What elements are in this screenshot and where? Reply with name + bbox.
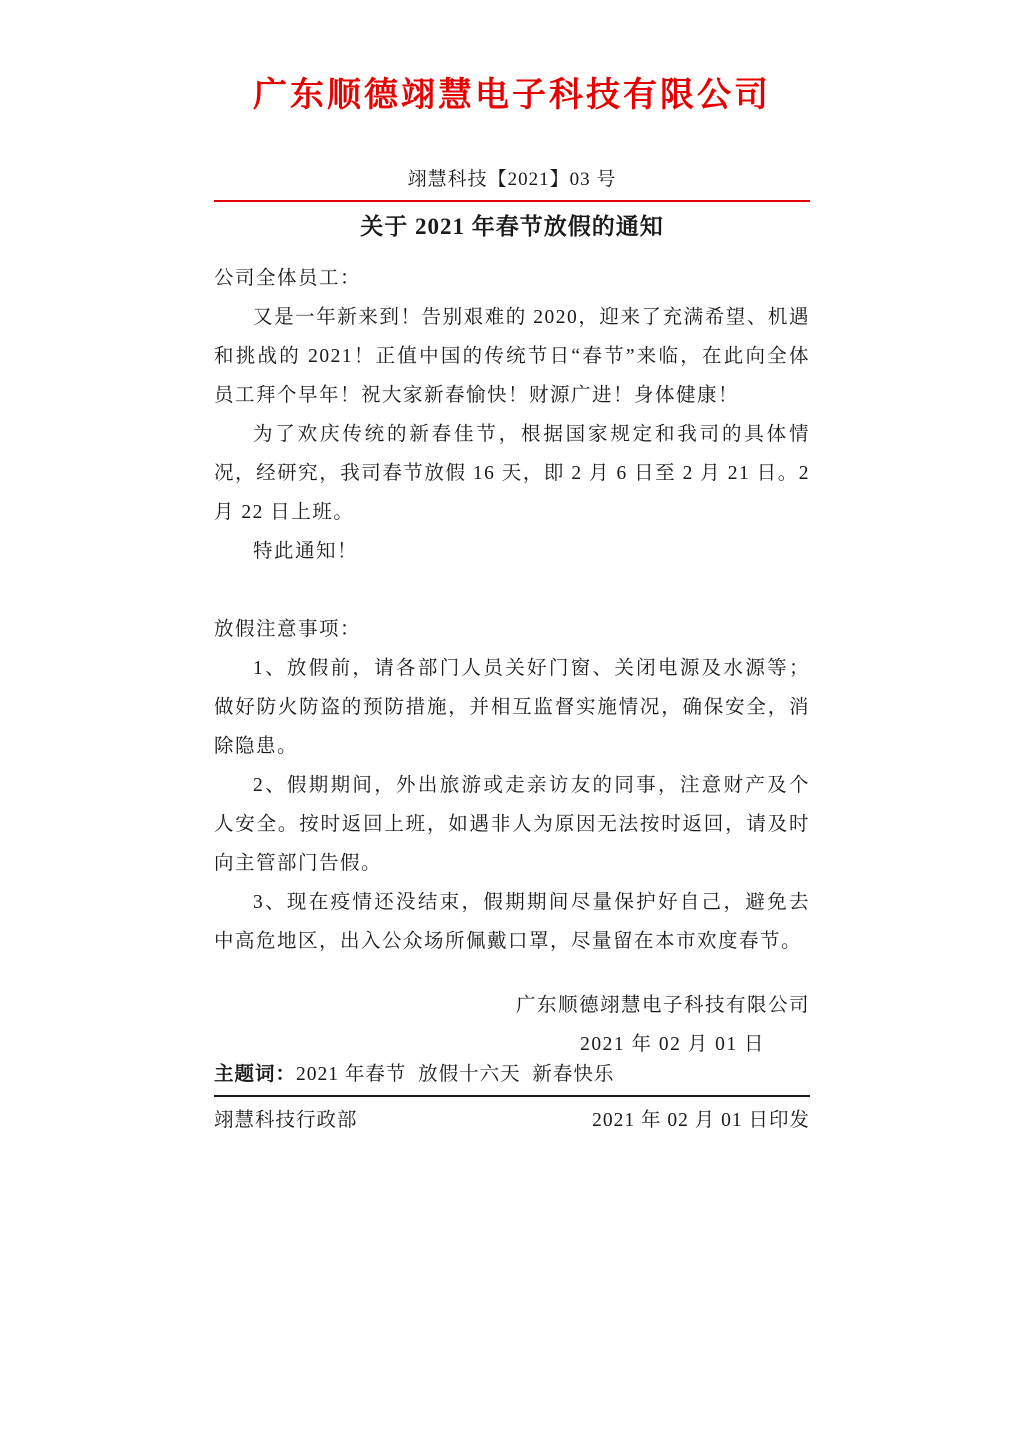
notice-title: 关于 2021 年春节放假的通知 [360, 214, 664, 239]
issuing-department: 翊慧科技行政部 [214, 1110, 358, 1131]
document-number: 翊慧科技【2021】03 号 [407, 169, 617, 190]
notice-body [214, 259, 810, 1064]
signature-company: 广东顺德翊慧电子科技有限公司 [515, 995, 810, 1016]
footer-divider-line [214, 1095, 810, 1097]
document-footer [214, 1060, 810, 1135]
notes-heading: 放假注意事项： [214, 619, 362, 640]
red-divider-line [214, 200, 810, 202]
keywords-line [214, 1060, 810, 1089]
issuer-row [214, 1107, 810, 1135]
note-item-1: 1、放假前，请各部门人员关好门窗、关闭电源及水源等；做好防火防盗的预防措施，并相互监督实施情况，确保安全，消除隐患。 [214, 658, 810, 757]
signature-date: 2021 年 02 月 01 日 [580, 1034, 765, 1055]
paragraph-hereby-notice: 特此通知！ [253, 541, 359, 562]
keywords-label: 主题词： [214, 1063, 297, 1085]
note-item-2: 2、假期期间，外出旅游或走亲访友的同事，注意财产及个人安全。按时返回上班，如遇非人为原因无法按时返回，请及时向主管部门告假。 [214, 775, 810, 874]
company-letterhead: 广东顺德翊慧电子科技有限公司 [253, 77, 771, 114]
paragraph-holiday-dates: 为了欢庆传统的新春佳节，根据国家规定和我司的具体情况，经研究，我司春节放假 16 天，即 2 月 6 日至 2 月 21 日。2 月 22 日上班。 [214, 424, 810, 523]
keywords-text: 2021 年春节 放假十六天 新春快乐 [296, 1064, 615, 1085]
signature-block [214, 986, 810, 1064]
document-content [214, 0, 810, 1064]
paragraph-new-year-greeting: 又是一年新来到！告别艰难的 2020，迎来了充满希望、机遇和挑战的 2021！正值中国的传统节日“春节”来临，在此向全体员工拜个早年！祝大家新春愉快！财源广进！身体健康！ [214, 307, 810, 406]
note-item-3: 3、现在疫情还没结束，假期期间尽量保护好自己，避免去中高危地区，出入公众场所佩戴口罩，尽量留在本市欢度春节。 [214, 892, 810, 952]
print-date: 2021 年 02 月 01 日印发 [592, 1110, 810, 1131]
salutation: 公司全体员工： [214, 268, 362, 289]
